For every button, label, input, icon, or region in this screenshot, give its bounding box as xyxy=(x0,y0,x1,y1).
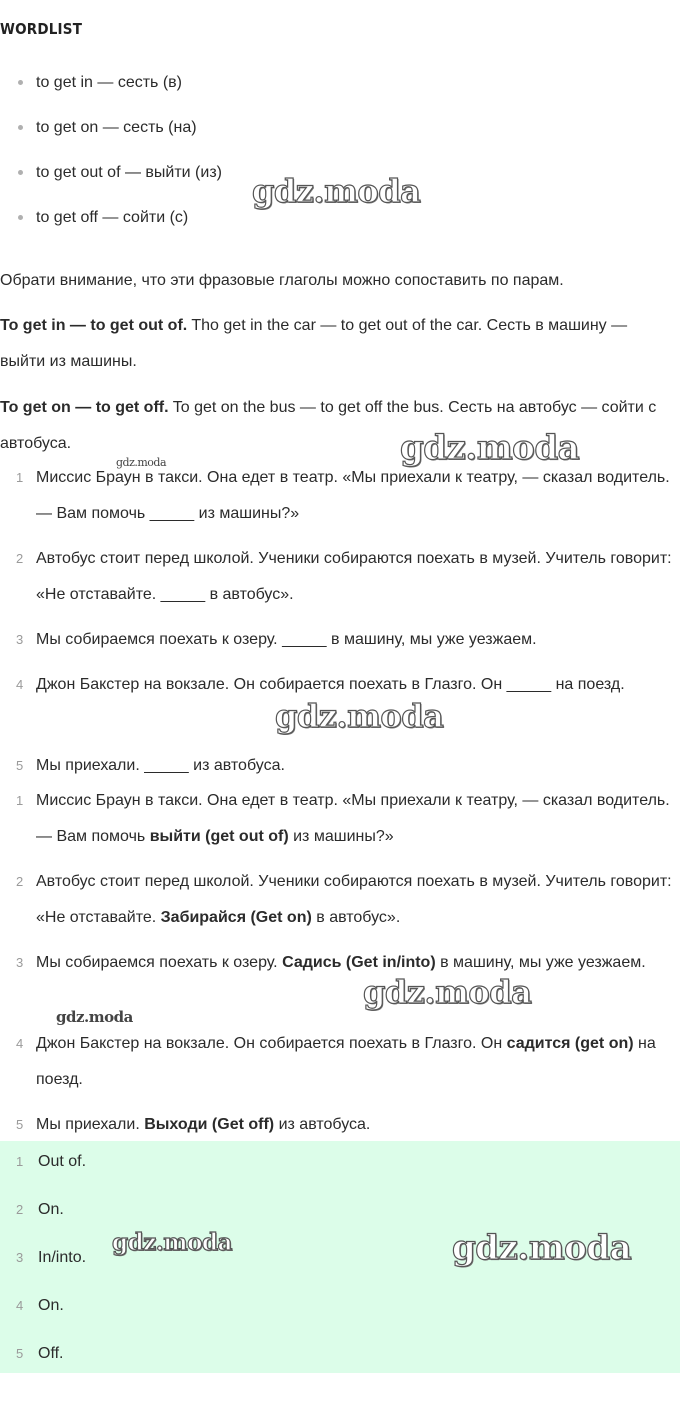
solution-answer: Забирайся (Get on) xyxy=(160,909,312,926)
solution-answer: Выходи (Get off) xyxy=(144,1116,275,1133)
exercise-item xyxy=(0,541,680,613)
wordlist-item-text: to get in — сесть (в) xyxy=(36,74,182,91)
watermark-logo: gdz.moda xyxy=(452,1228,632,1268)
answer-text: On. xyxy=(38,1201,64,1218)
solution-text: Мы собираемся поехать к озеру. xyxy=(36,954,283,971)
bullet-icon xyxy=(18,215,23,220)
pair-heading: To get in — to get out of. xyxy=(0,317,188,334)
pair-text: To get on the bus — to get off the bus. Сесть на автобус — сойти с автобуса. xyxy=(0,399,657,452)
exercise-text: Миссис Браун в такси. Она едет в театр. «Мы приехали к театру, — сказал водитель. — Вам помочь _____ из машины?» xyxy=(36,469,670,522)
watermark-logo: gdz.moda xyxy=(400,428,580,468)
solution-text: Автобус стоит перед школой. Ученики собираются поехать в музей. Учитель говорит: «Не отставайте. xyxy=(36,873,672,926)
solution-item xyxy=(0,864,680,936)
item-number: 5 xyxy=(16,1346,24,1361)
solution-item xyxy=(0,1107,680,1143)
item-number: 4 xyxy=(16,1298,24,1313)
item-number: 1 xyxy=(16,470,24,485)
solution-answer: выйти (get out of) xyxy=(149,828,289,845)
watermark-logo: gdz.moda xyxy=(56,1008,133,1026)
bullet-icon xyxy=(18,80,23,85)
answer-text: Out of. xyxy=(38,1153,87,1170)
item-number: 2 xyxy=(16,874,24,889)
watermark-logo: gdz.moda xyxy=(116,456,167,469)
solution-text: Миссис Браун в такси. Она едет в театр. «Мы приехали к театру, — сказал водитель. — Вам помочь xyxy=(36,792,670,845)
solution-text: в машину, мы уже уезжаем. xyxy=(435,954,646,971)
solution-text: на поезд. xyxy=(36,1035,656,1088)
item-number: 5 xyxy=(16,1117,24,1132)
wordlist-item-text: to get off — сойти (с) xyxy=(36,209,189,226)
answer-text: Off. xyxy=(38,1345,64,1362)
answer-text: On. xyxy=(38,1297,64,1314)
wordlist-item xyxy=(0,60,680,105)
bullet-icon xyxy=(18,170,23,175)
solution-text: Мы приехали. xyxy=(36,1116,145,1133)
watermark-logo: gdz.moda xyxy=(252,172,421,210)
solution-item xyxy=(0,1026,680,1098)
item-number: 1 xyxy=(16,1154,24,1169)
exercise-text: Мы приехали. _____ из автобуса. xyxy=(36,757,285,774)
item-number: 5 xyxy=(16,758,24,773)
solution-text: из машины?» xyxy=(288,828,394,845)
item-number: 3 xyxy=(16,1250,24,1265)
pair-paragraph xyxy=(0,308,676,380)
exercise-item xyxy=(0,622,680,658)
watermark-logo: gdz.moda xyxy=(112,1229,232,1256)
wordlist-item-text: to get on — сесть (на) xyxy=(36,119,197,136)
answer-text: In/into. xyxy=(38,1249,87,1266)
page-title: WORDLIST xyxy=(0,20,83,38)
wordlist xyxy=(0,60,680,240)
wordlist-item xyxy=(0,105,680,150)
item-number: 2 xyxy=(16,1202,24,1217)
watermark-logo: gdz.moda xyxy=(363,973,532,1011)
item-number: 3 xyxy=(16,632,24,647)
exercise-item xyxy=(0,460,680,532)
solution-item xyxy=(0,783,680,855)
bullet-icon xyxy=(18,125,23,130)
pair-text: Tho get in the car — to get out of the car. Сесть в машину — выйти из машины. xyxy=(0,317,628,370)
exercise-text: Джон Бакстер на вокзале. Он собирается поехать в Глазго. Он _____ на поезд. xyxy=(36,676,625,693)
pair-heading: To get on — to get off. xyxy=(0,399,169,416)
solution-item xyxy=(0,945,680,981)
solution-answer: садится (get on) xyxy=(506,1035,634,1052)
wordlist-item-text: to get out of — выйти (из) xyxy=(36,164,222,181)
watermark-logo: gdz.moda xyxy=(275,697,444,735)
solution-text: из автобуса. xyxy=(274,1116,371,1133)
solution-text: в автобус». xyxy=(311,909,401,926)
exercise-item xyxy=(0,748,680,784)
note-paragraph: Обрати внимание, что эти фразовые глаголы можно сопоставить по парам. xyxy=(0,272,564,289)
item-number: 2 xyxy=(16,551,24,566)
solution-answer: Садись (Get in/into) xyxy=(282,954,436,971)
item-number: 4 xyxy=(16,677,24,692)
item-number: 3 xyxy=(16,955,24,970)
solution-text: Джон Бакстер на вокзале. Он собирается поехать в Глазго. Он xyxy=(36,1035,507,1052)
exercise-text: Автобус стоит перед школой. Ученики собираются поехать в музей. Учитель говорит: «Не отставайте. _____ в автобус». xyxy=(36,550,672,603)
exercise-text: Мы собираемся поехать к озеру. _____ в машину, мы уже уезжаем. xyxy=(36,631,537,648)
item-number: 1 xyxy=(16,793,24,808)
item-number: 4 xyxy=(16,1036,24,1051)
